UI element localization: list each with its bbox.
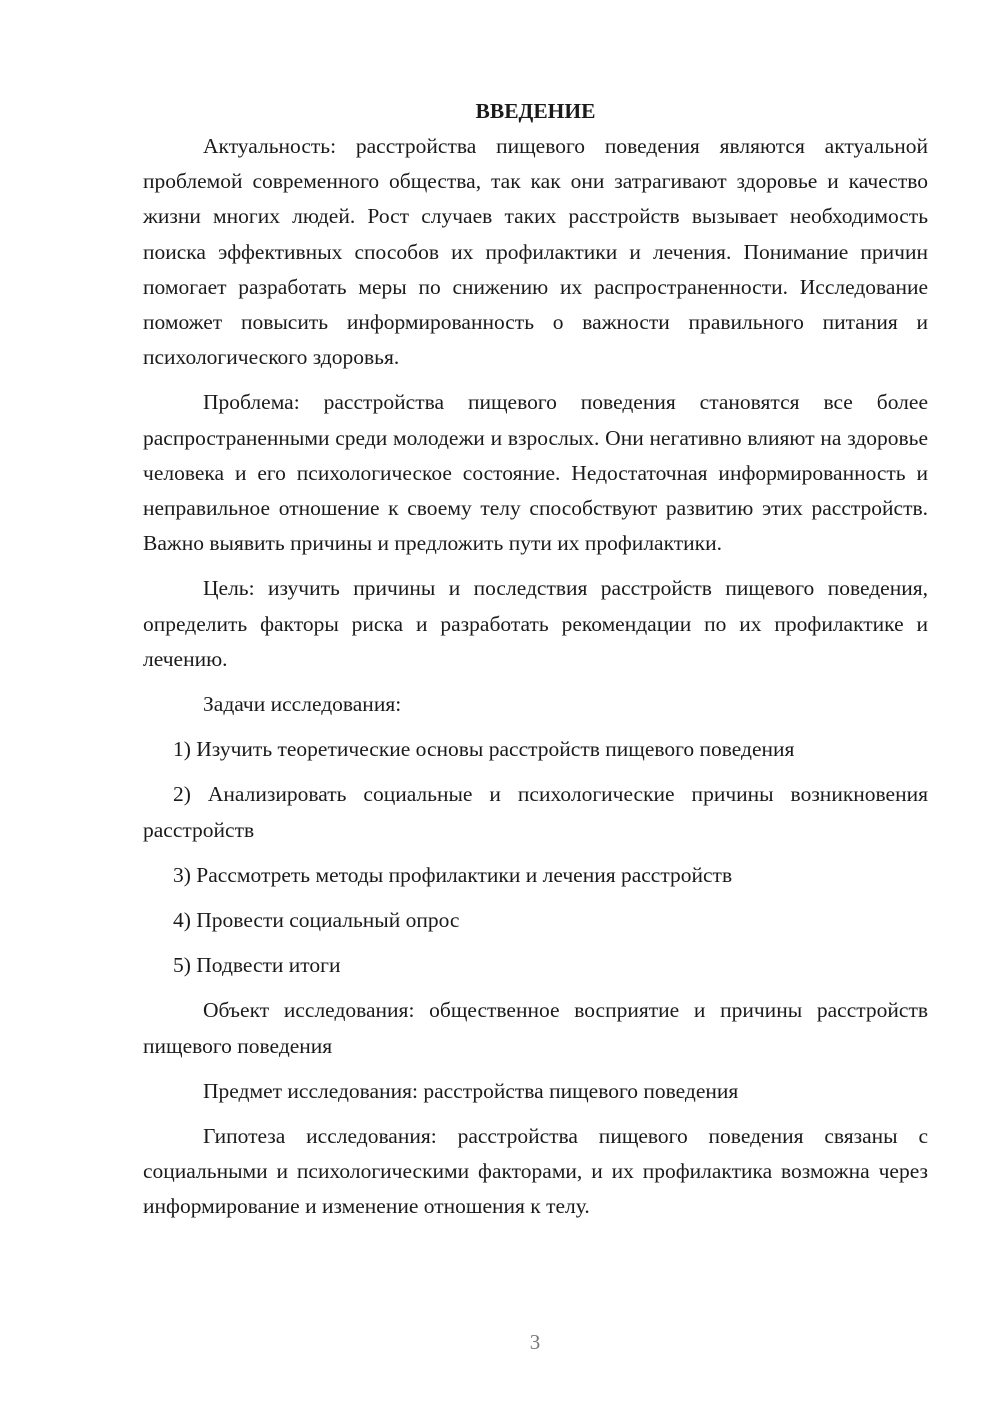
task-item-3: 3) Рассмотреть методы профилактики и лечения расстройств — [173, 862, 733, 887]
task-item-1: 1) Изучить теоретические основы расстройств пищевого поведения — [173, 737, 795, 762]
page-title: ВВЕДЕНИЕ — [475, 99, 596, 123]
task-item-2: 2) Анализировать социальные и психологические причины возникновения расстройств — [143, 782, 928, 842]
paragraph-subject: Предмет исследования: расстройства пищевого поведения — [203, 1078, 739, 1103]
paragraph-goal: Цель: изучить причины и последствия расстройств пищевого поведения, определить факторы риска и разработать рекомендации по их профилактике и лечению. — [143, 576, 928, 671]
paragraph-relevance: Актуальность: расстройства пищевого поведения являются актуальной проблемой современного общества, так как они затрагивают здоровье и качество жизни многих людей. Рост случаев таких расстройств вызывает необходимость поиска эффективных способов их профилактики и лечения. Понимание причин помогает разработать меры по снижению их распространенности. Исследование поможет повысить информированность о важности правильного питания и психологического здоровья. — [143, 134, 928, 370]
page-number: 3 — [529, 1330, 541, 1354]
page-content — [143, 94, 928, 1235]
paragraph-object: Объект исследования: общественное восприятие и причины расстройств пищевого поведения — [143, 998, 928, 1058]
paragraph-problem: Проблема: расстройства пищевого поведения становятся все более распространенными среди молодежи и взрослых. Они негативно влияют на здоровье человека и его психологическое состояние. Недостаточная информированность и неправильное отношение к своему телу способствуют развитию этих расстройств. Важно выявить причины и предложить пути их профилактики. — [143, 390, 928, 556]
task-item-4: 4) Провести социальный опрос — [173, 908, 460, 933]
paragraph-hypothesis: Гипотеза исследования: расстройства пищевого поведения связаны с социальными и психологическими факторами, и их профилактика возможна через информирование и изменение отношения к телу. — [143, 1124, 928, 1219]
task-item-5: 5) Подвести итоги — [173, 953, 341, 978]
tasks-heading: Задачи исследования: — [203, 692, 402, 717]
